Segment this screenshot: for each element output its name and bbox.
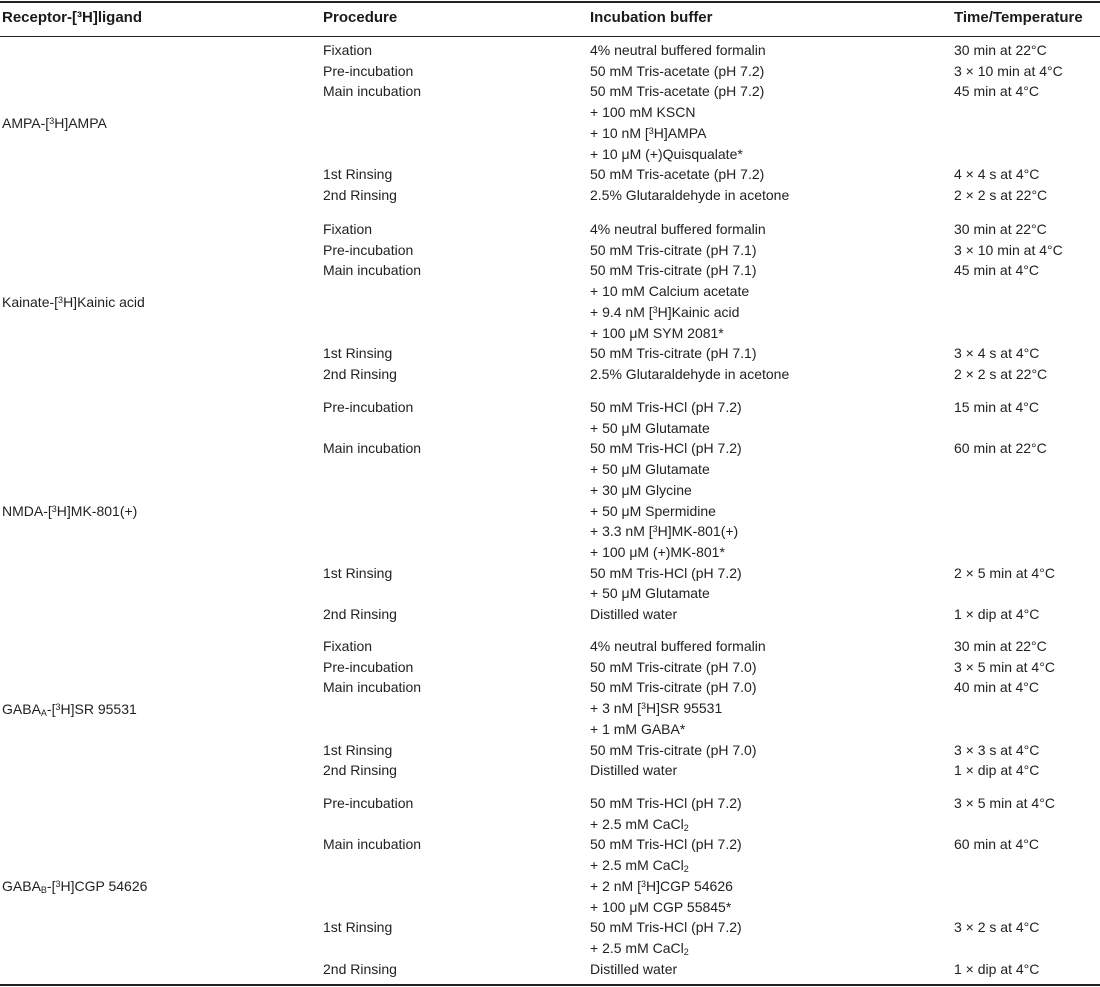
incubation-buffer-cell: 50 mM Tris-acetate (pH 7.2) — [590, 83, 765, 100]
procedure-cell: 1st Rinsing — [323, 345, 393, 362]
incubation-buffer-cell: 4% neutral buffered formalin — [590, 221, 766, 237]
time-temperature-cell: 3 × 4 s at 4°C — [954, 345, 1040, 362]
procedure-cell: Pre-incubation — [323, 399, 414, 415]
time-temperature-cell: 30 min at 22°C — [954, 42, 1047, 58]
time-temperature-cell: 30 min at 22°C — [954, 638, 1047, 654]
time-temperature-cell: 3 × 10 min at 4°C — [954, 241, 1063, 258]
time-temperature-cell: 3 × 3 s at 4°C — [954, 741, 1040, 758]
procedure-cell: 2nd Rinsing — [323, 365, 397, 382]
procedure-cell: 1st Rinsing — [323, 564, 393, 581]
procedure-cell: Pre-incubation — [323, 795, 414, 811]
buffer-additive-line: + 100 mM KSCN — [590, 104, 696, 121]
procedure-cell: 2nd Rinsing — [323, 186, 397, 203]
buffer-additive-line: + 10 mM Calcium acetate — [590, 283, 750, 300]
procedure-cell: Main incubation — [323, 679, 422, 696]
time-temperature-cell: 30 min at 22°C — [954, 221, 1047, 237]
incubation-buffer-cell: 2.5% Glutaraldehyde in acetone — [590, 365, 790, 382]
incubation-buffer-cell: 50 mM Tris-acetate (pH 7.2) — [590, 166, 765, 183]
incubation-buffer-cell: 50 mM Tris-HCl (pH 7.2) — [590, 836, 742, 853]
time-temperature-cell: 2 × 2 s at 22°C — [954, 365, 1048, 382]
incubation-buffer-cell: 50 mM Tris-HCl (pH 7.2) — [590, 919, 742, 936]
incubation-buffer-cell: 50 mM Tris-citrate (pH 7.0) — [590, 741, 757, 758]
buffer-additive-line: + 30 μM Glycine — [590, 481, 692, 498]
procedure-cell: Fixation — [323, 638, 373, 654]
incubation-buffer-cell: 50 mM Tris-acetate (pH 7.2) — [590, 62, 765, 79]
procedure-cell: Main incubation — [323, 440, 422, 457]
receptor-ligand-cell: AMPA-[$^3$H]AMPA — [2, 114, 107, 131]
incubation-buffer-cell: 50 mM Tris-HCl (pH 7.2) — [590, 564, 742, 581]
time-temperature-cell: 3 × 5 min at 4°C — [954, 658, 1055, 675]
buffer-additive-line: + 1 mM GABA* — [590, 720, 686, 737]
time-temperature-cell: 45 min at 4°C — [954, 262, 1039, 279]
time-temperature-cell: 40 min at 4°C — [954, 679, 1039, 696]
procedure-cell: 1st Rinsing — [323, 166, 393, 183]
buffer-additive-line: + 10 μM (+)Quisqualate* — [590, 145, 743, 162]
header-procedure: Procedure — [323, 9, 398, 26]
header-incubation-buffer: Incubation buffer — [590, 9, 713, 26]
receptor-ligand-cell: NMDA-[$^3$H]MK-801(+) — [2, 502, 138, 519]
incubation-buffer-cell: 4% neutral buffered formalin — [590, 638, 766, 654]
receptor-ligand-cell: Kainate-[$^3$H]Kainic acid — [2, 293, 145, 310]
buffer-additive-line: + 100 μM SYM 2081* — [590, 324, 724, 341]
procedure-cell: Fixation — [323, 42, 373, 58]
incubation-buffer-cell: Distilled water — [590, 606, 678, 622]
procedure-cell: 2nd Rinsing — [323, 960, 397, 977]
incubation-buffer-cell: 50 mM Tris-HCl (pH 7.2) — [590, 399, 742, 415]
procedure-cell: Main incubation — [323, 836, 422, 853]
header-receptor: Receptor-[³H]ligand — [2, 9, 142, 26]
buffer-additive-line: + 50 μM Spermidine — [590, 502, 716, 519]
time-temperature-cell: 60 min at 22°C — [954, 440, 1047, 457]
time-temperature-cell: 3 × 2 s at 4°C — [954, 919, 1040, 936]
time-temperature-cell: 2 × 5 min at 4°C — [954, 564, 1055, 581]
incubation-buffer-cell: 50 mM Tris-citrate (pH 7.0) — [590, 679, 757, 696]
incubation-buffer-cell: 4% neutral buffered formalin — [590, 42, 766, 58]
buffer-additive-line: + 50 μM Glutamate — [590, 585, 710, 602]
receptor-ligand-cell: $GABA_B-[^3H]CGP$ 54626 — [2, 878, 148, 896]
procedure-cell: 1st Rinsing — [323, 919, 393, 936]
time-temperature-cell: 15 min at 4°C — [954, 399, 1039, 415]
table-bottom-rule — [0, 984, 1100, 986]
incubation-buffer-cell: 50 mM Tris-HCl (pH 7.2) — [590, 440, 742, 457]
procedure-cell: 2nd Rinsing — [323, 762, 397, 779]
buffer-additive-line: + 100 μM CGP 55845* — [590, 898, 732, 915]
time-temperature-cell: 1 × dip at 4°C — [954, 762, 1040, 779]
procedure-cell: Main incubation — [323, 262, 422, 279]
table-top-rule — [0, 1, 1100, 3]
procedure-cell: Pre-incubation — [323, 658, 414, 675]
buffer-additive-line: + 2.5 mM CaCl$_2$ — [590, 815, 689, 833]
header-time-temperature: Time/Temperature — [954, 9, 1083, 26]
buffer-additive-line: + 3.3 nM [$^3$H]MK-801(+) — [590, 523, 739, 540]
time-temperature-cell: 3 × 5 min at 4°C — [954, 795, 1055, 811]
buffer-additive-line: + 10 nM [$^3$H]AMPA — [590, 124, 707, 141]
incubation-buffer-cell: 50 mM Tris-citrate (pH 7.0) — [590, 658, 757, 675]
buffer-additive-line: + 3 nM [$^3$H]SR 95531 — [590, 700, 723, 717]
time-temperature-cell: 4 × 4 s at 4°C — [954, 166, 1040, 183]
buffer-additive-line: + 100 μM (+)MK-801* — [590, 543, 725, 560]
time-temperature-cell: 2 × 2 s at 22°C — [954, 186, 1048, 203]
time-temperature-cell: 1 × dip at 4°C — [954, 606, 1040, 622]
buffer-additive-line: + 50 μM Glutamate — [590, 419, 710, 436]
time-temperature-cell: 45 min at 4°C — [954, 83, 1039, 100]
procedure-cell: Pre-incubation — [323, 241, 414, 258]
time-temperature-cell: 60 min at 4°C — [954, 836, 1039, 853]
time-temperature-cell: 3 × 10 min at 4°C — [954, 62, 1063, 79]
incubation-buffer-cell: Distilled water — [590, 960, 678, 977]
receptor-ligand-cell: $GABA_A-[^3H]SR$ 95531 — [2, 700, 137, 718]
procedure-cell: Pre-incubation — [323, 62, 414, 79]
procedure-cell: 1st Rinsing — [323, 741, 393, 758]
procedure-cell: Fixation — [323, 221, 373, 237]
incubation-buffer-cell: 50 mM Tris-citrate (pH 7.1) — [590, 241, 757, 258]
procedure-cell: 2nd Rinsing — [323, 606, 397, 622]
time-temperature-cell: 1 × dip at 4°C — [954, 960, 1040, 977]
incubation-buffer-cell: 50 mM Tris-HCl (pH 7.2) — [590, 795, 742, 811]
incubation-buffer-cell: Distilled water — [590, 762, 678, 779]
header-rule — [0, 36, 1100, 37]
incubation-buffer-cell: 50 mM Tris-citrate (pH 7.1) — [590, 345, 757, 362]
buffer-additive-line: + 50 μM Glutamate — [590, 461, 710, 478]
incubation-buffer-cell: 2.5% Glutaraldehyde in acetone — [590, 186, 790, 203]
buffer-additive-line: + 2.5 mM CaCl$_2$ — [590, 857, 689, 875]
buffer-additive-line: + 9.4 nM [$^3$H]Kainic acid — [590, 303, 740, 320]
incubation-buffer-cell: 50 mM Tris-citrate (pH 7.1) — [590, 262, 757, 279]
procedure-cell: Main incubation — [323, 83, 422, 100]
buffer-additive-line: + 2 nM [$^3$H]CGP 54626 — [590, 877, 733, 894]
buffer-additive-line: + 2.5 mM CaCl$_2$ — [590, 939, 689, 957]
